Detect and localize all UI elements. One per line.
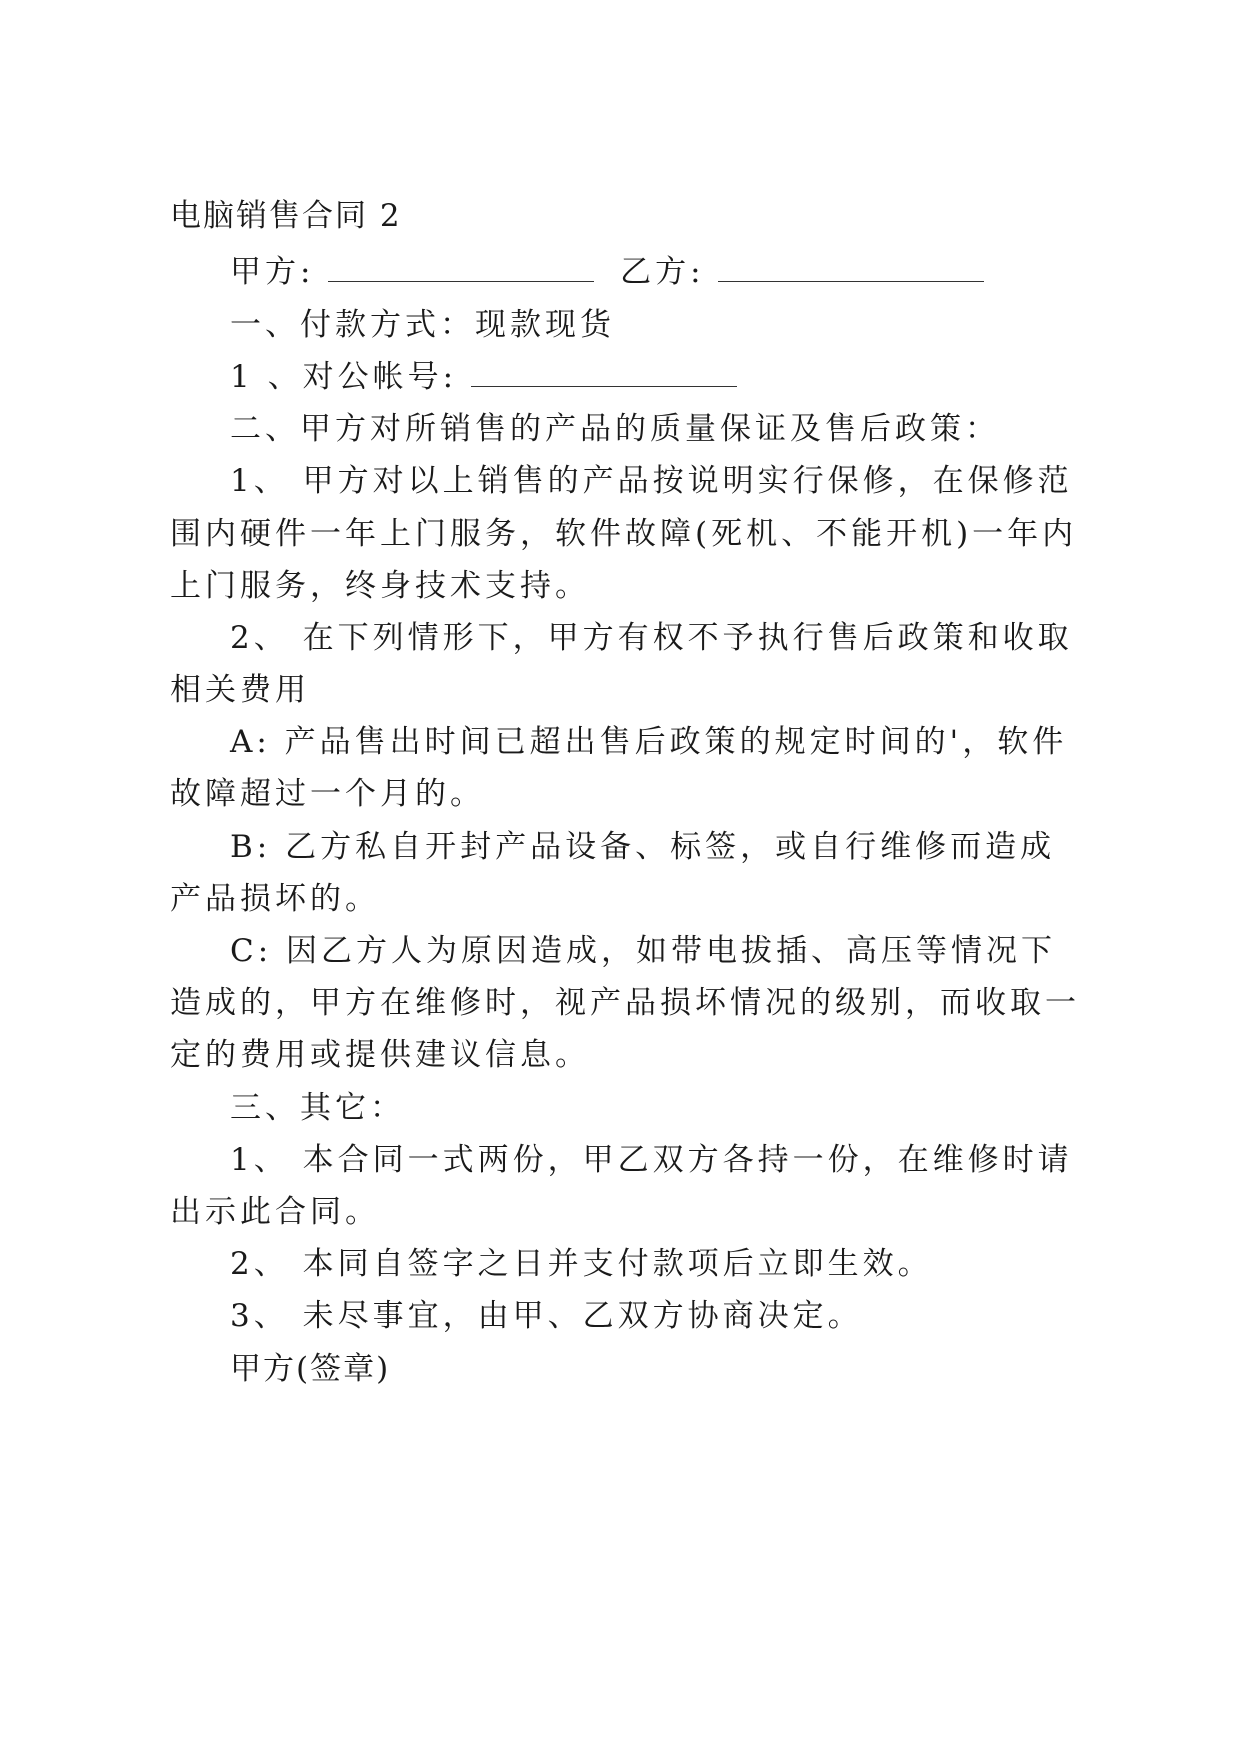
- party-a-signature: 甲方(签章): [230, 1351, 391, 1387]
- party-b-blank: [718, 257, 984, 282]
- s2-itemA-line1: A: 产品售出时间已超出售后政策的规定时间的'，软件: [230, 724, 1068, 760]
- page-title: 电脑销售合同 2: [170, 198, 402, 234]
- account-line: [230, 357, 737, 397]
- s2-item2-line2: 相关费用: [170, 672, 310, 708]
- party-a-label: 甲方:: [230, 254, 315, 290]
- s2-item1-line3: 上门服务，终身技术支持。: [170, 568, 590, 604]
- section3-heading: 三、其它：: [230, 1090, 405, 1126]
- section2-heading: 二、甲方对所销售的产品的质量保证及售后政策：: [230, 411, 1000, 447]
- section1-heading: 一、付款方式：现款现货: [230, 307, 615, 343]
- s2-itemC-line2: 造成的，甲方在维修时，视产品损坏情况的级别，而收取一: [170, 985, 1080, 1021]
- account-label: 1 、对公帐号:: [230, 359, 458, 395]
- party-a-blank: [328, 257, 594, 282]
- s2-itemA-line2: 故障超过一个月的。: [170, 776, 485, 812]
- s2-item1-line1: 1、 甲方对以上销售的产品按说明实行保修，在保修范: [230, 463, 1073, 499]
- s2-item1-line2: 围内硬件一年上门服务，软件故障(死机、不能开机)一年内: [170, 516, 1078, 552]
- parties-line: [230, 252, 984, 292]
- s2-itemC-line3: 定的费用或提供建议信息。: [170, 1037, 590, 1073]
- s3-item1-line1: 1、 本合同一式两份，甲乙双方各持一份，在维修时请: [230, 1142, 1073, 1178]
- s2-itemC-line1: C: 因乙方人为原因造成，如带电拔插、高压等情况下: [230, 933, 1057, 969]
- s2-item2-line1: 2、 在下列情形下，甲方有权不予执行售后政策和收取: [230, 620, 1073, 656]
- party-b-label: 乙方:: [620, 254, 705, 290]
- s2-itemB-line2: 产品损坏的。: [170, 881, 380, 917]
- account-blank: [471, 362, 737, 387]
- s3-item3: 3、 未尽事宜，由甲、乙双方协商决定。: [230, 1298, 863, 1334]
- s3-item1-line2: 出示此合同。: [170, 1194, 380, 1230]
- s2-itemB-line1: B: 乙方私自开封产品设备、标签，或自行维修而造成: [230, 829, 1056, 865]
- s3-item2: 2、 本同自签字之日并支付款项后立即生效。: [230, 1246, 933, 1282]
